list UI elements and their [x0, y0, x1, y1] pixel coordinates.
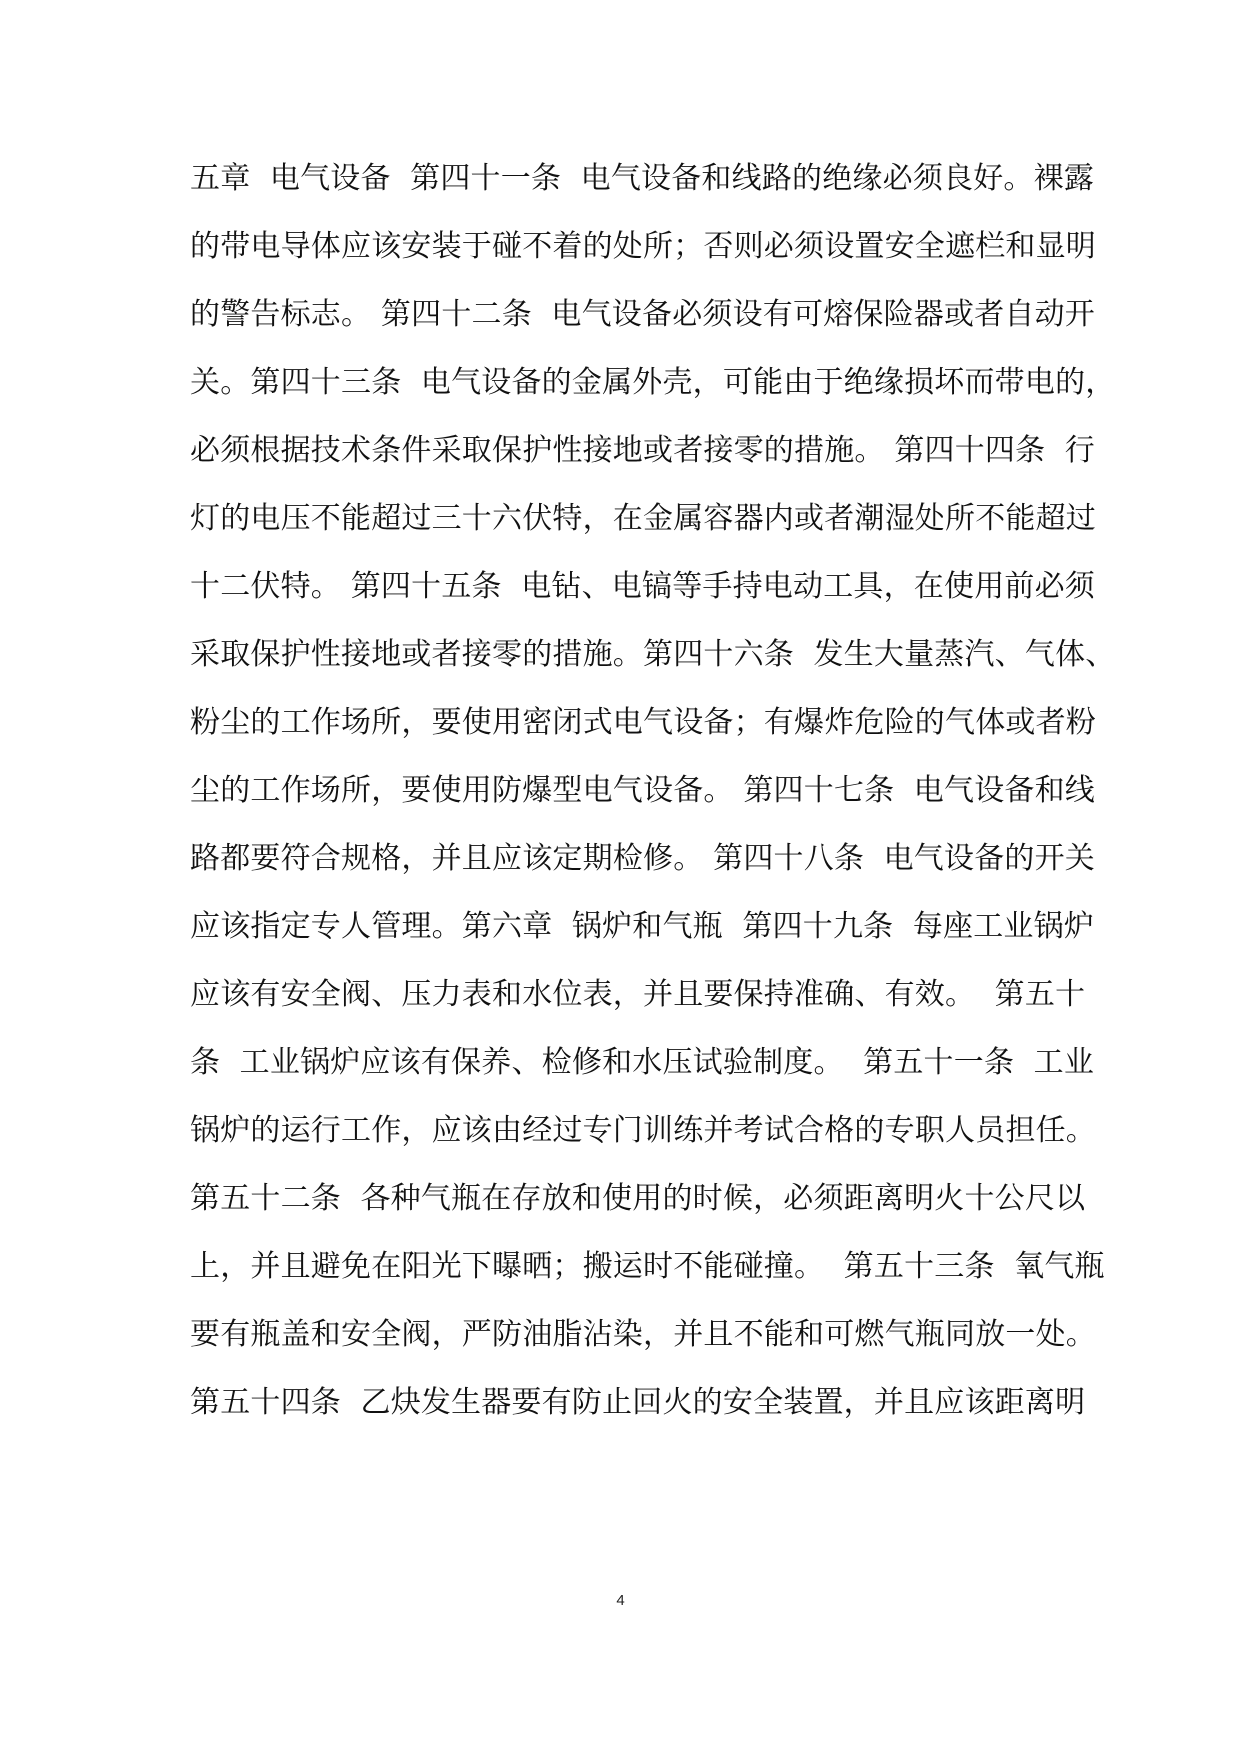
text-line: 的带电导体应该安装于碰不着的处所；否则必须设置安全遮栏和显明: [190, 229, 1096, 264]
text-line: 条 工业锅炉应该有保养、检修和水压试验制度。 第五十一条 工业: [190, 1045, 1095, 1080]
text-line: 要有瓶盖和安全阀，严防油脂沾染，并且不能和可燃气瓶同放一处。: [190, 1317, 1096, 1352]
text-line: 上，并且避免在阳光下曝晒；搬运时不能碰撞。 第五十三条 氧气瓶: [190, 1249, 1105, 1284]
text-line: 尘的工作场所，要使用防爆型电气设备。 第四十七条 电气设备和线: [190, 773, 1096, 808]
text-line: 应该有安全阀、压力表和水位表，并且要保持准确、有效。 第五十: [190, 977, 1086, 1012]
body-text: [190, 145, 1116, 1437]
text-line: 锅炉的运行工作，应该由经过专门训练并考试合格的专职人员担任。: [190, 1113, 1096, 1148]
text-line: 十二伏特。 第四十五条 电钻、电镐等手持电动工具，在使用前必须: [190, 569, 1096, 604]
text-line: 第五十二条 各种气瓶在存放和使用的时候，必须距离明火十公尺以: [190, 1181, 1086, 1216]
text-line: 粉尘的工作场所，要使用密闭式电气设备；有爆炸危险的气体或者粉: [190, 705, 1096, 740]
text-line: 第五十四条 乙炔发生器要有防止回火的安全装置，并且应该距离明: [190, 1385, 1086, 1420]
text-line: 关。第四十三条 电气设备的金属外壳，可能由于绝缘损坏而带电的，: [190, 365, 1116, 400]
text-line: 的警告标志。 第四十二条 电气设备必须设有可熔保险器或者自动开: [190, 297, 1096, 332]
page-number: 4: [616, 1592, 625, 1609]
text-line: 必须根据技术条件采取保护性接地或者接零的措施。 第四十四条 行: [190, 433, 1096, 468]
text-line: 采取保护性接地或者接零的措施。第四十六条 发生大量蒸汽、气体、: [190, 637, 1116, 672]
text-line: 五章 电气设备 第四十一条 电气设备和线路的绝缘必须良好。裸露: [190, 161, 1095, 196]
text-line: 路都要符合规格，并且应该定期检修。 第四十八条 电气设备的开关: [190, 841, 1096, 876]
text-line: 灯的电压不能超过三十六伏特，在金属容器内或者潮湿处所不能超过: [190, 501, 1096, 536]
text-line: 应该指定专人管理。第六章 锅炉和气瓶 第四十九条 每座工业锅炉: [190, 909, 1095, 944]
